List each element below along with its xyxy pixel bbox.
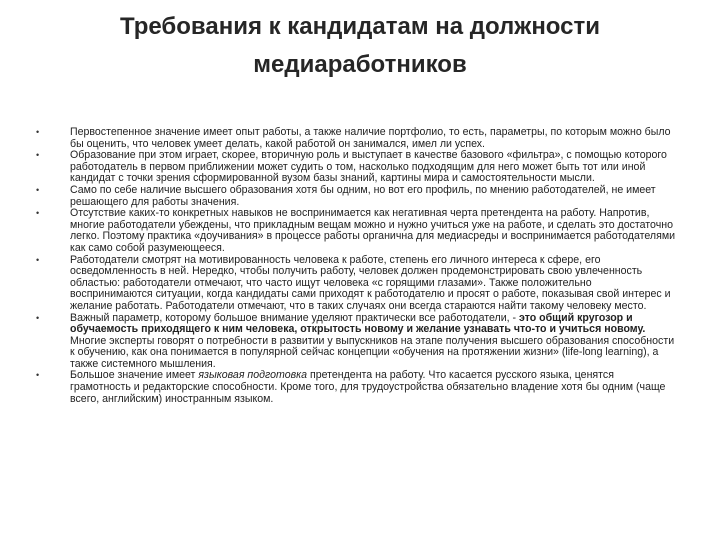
bullet-icon: • [36, 184, 40, 195]
list-item [36, 150, 676, 185]
list-item [36, 208, 676, 254]
bullet-icon: • [36, 254, 40, 265]
item-text-post: претендента на работу. Что касается русского языка, ценятся грамотность и редакторские способности. Кроме того, для трудоустройства обязательно владение хотя бы одним (чаще всего, английским) иностранным языком. [70, 369, 666, 405]
item-text-post: Многие эксперты говорят о потребности в развитии у выпускников на этапе получения высшего образования способности к обучению, как она понимается в популярной сейчас концепции «обучения на протяжении жизни» (life-long learning), а также системного мышления. [70, 334, 675, 370]
item-text: Отсутствие каких-то конкретных навыков не воспринимается как негативная черта претендента на работу. Напротив, многие работодатели убеждены, что прикладным вещам можно и нужно учиться уже на работе, и сделать это достаточно легко. Поэтому практика «доучивания» в процессе работы органична для медиасреды и воспринимается работодателями как само собой разумеющееся. [70, 207, 676, 254]
item-text: Первостепенное значение имеет опыт работы, а также наличие портфолио, то есть, параметры, по которым можно было бы оценить, что человек умеет делать, какой работой он занимался, имел ли успех. [70, 126, 671, 150]
bullet-icon: • [36, 127, 40, 137]
page-title [90, 8, 630, 84]
bullet-icon: • [36, 312, 40, 323]
bullet-icon: • [36, 370, 40, 381]
title-line-2: медиаработников [253, 51, 467, 78]
list-item [36, 127, 676, 150]
item-text: Само по себе наличие высшего образования хотя бы одним, но вот его профиль, по мнению работодателей, не имеет решающего для работы значения. [70, 183, 656, 208]
item-text-italic: языковая подготовка [198, 369, 308, 382]
item-text-pre: Важный параметр, которому большое внимание уделяют практически все работодатели, - [70, 311, 519, 324]
bullet-list [36, 127, 676, 405]
item-text: Образование при этом играет, скорее, вторичную роль и выступает в качестве базового «фильтра», с помощью которого работодатель в первом приближении может судить о том, насколько подходящим для него может быть тот или иной кандидат с точки зрения сформированной вузом базы знаний, картины мира и самостоятельности мысли. [70, 149, 667, 185]
bullet-icon: • [36, 208, 40, 219]
list-item [36, 185, 676, 208]
bullet-icon: • [36, 150, 40, 161]
title-line-1: Требования к кандидатам на должности [119, 13, 601, 40]
list-item [36, 255, 676, 313]
list-item [36, 370, 676, 405]
item-text: Работодатели смотрят на мотивированность человека к работе, степень его личного интереса к сфере, его осведомленность в ней. Нередко, чтобы получить работу, человек должен продемонстрировать свою увлеченность областью: работодатели отмечают, что часто ищут человека «с горящими глазами». Также положительно воспринимаются ситуации, когда кандидаты сами приходят к работодателю и просят о работе, показывая свой интерес и желание работать. Работодатели отмечают, что в таких случаях они всегда стараются найти такому человеку место. [70, 253, 671, 312]
list-item [36, 313, 676, 371]
item-text-bold: это общий кругозор и обучаемость приходящего к ним человека, открытость новому и желание узнавать что-то и учиться новому. [70, 311, 646, 336]
item-text-pre: Большое значение имеет [70, 369, 199, 382]
